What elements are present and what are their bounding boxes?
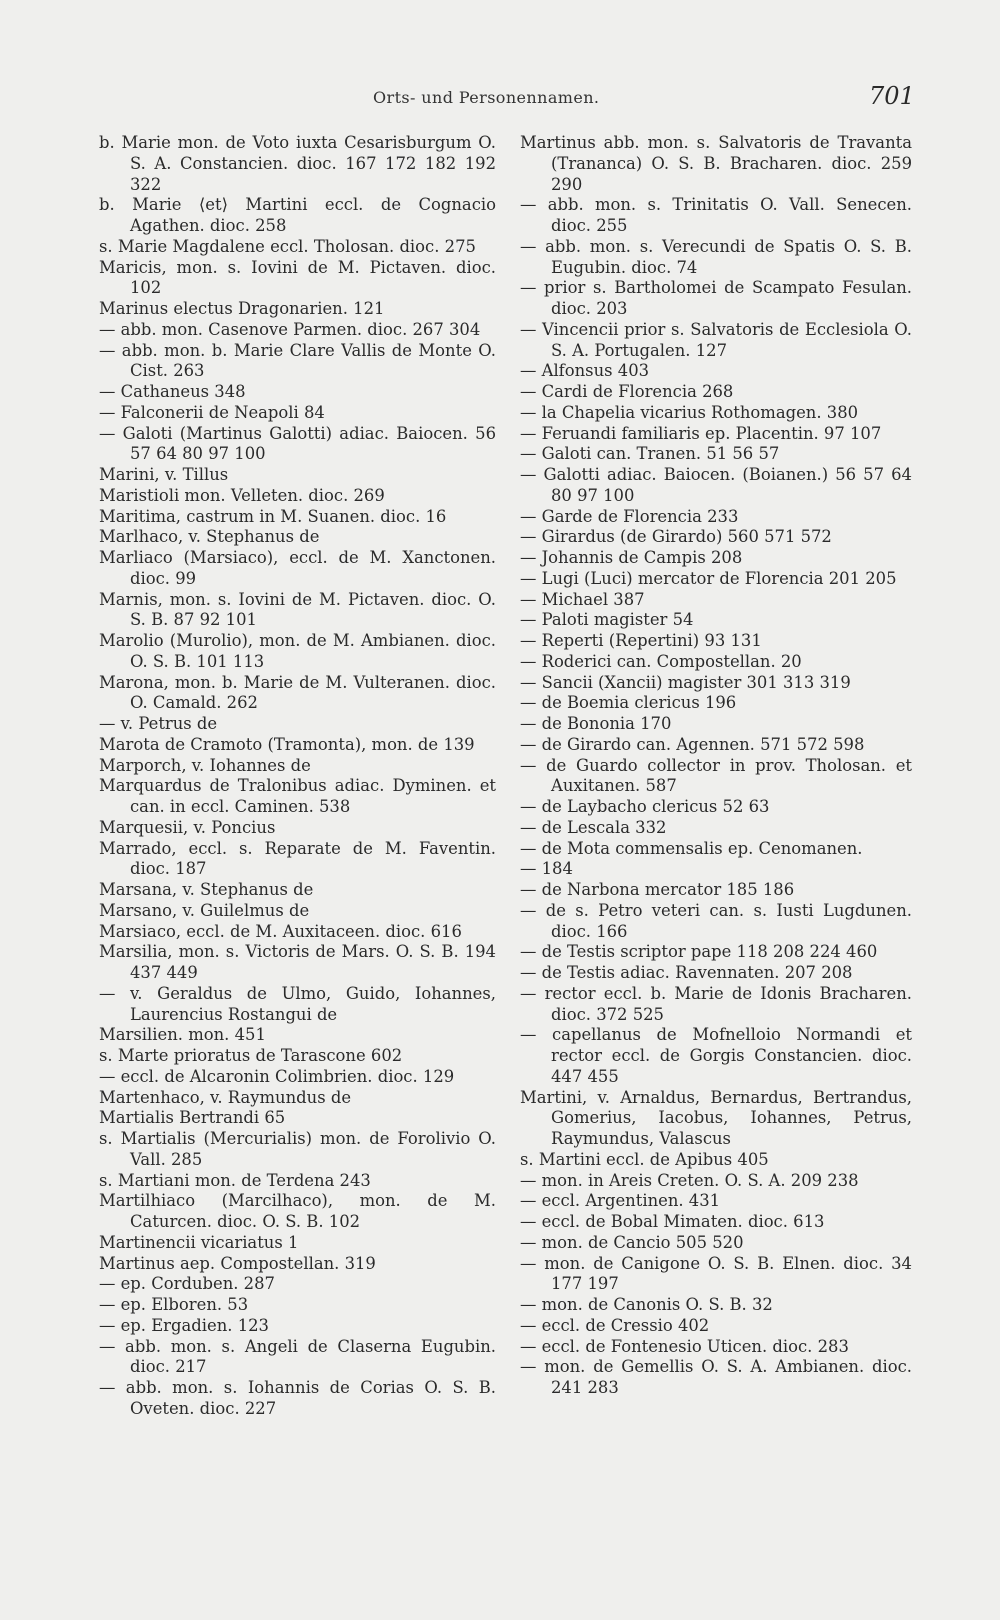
index-entry: — la Chapelia vicarius Rothomagen. 380: [520, 402, 859, 422]
index-entry: Martinencii vicariatus 1: [99, 1232, 299, 1252]
index-entry: — de Girardo can. Agennen. 571 572 598: [520, 734, 865, 754]
index-entry: Marsano, v. Guilelmus de: [99, 900, 310, 920]
index-entry: s. Martiani mon. de Terdena 243: [99, 1170, 371, 1190]
index-entry: — abb. mon. s. Iohannis de Corias O. S. B. Oveten. dioc. 227: [99, 1378, 496, 1418]
index-entry: — v. Petrus de: [99, 714, 218, 733]
index-entry: — ep. Ergadien. 123: [99, 1315, 269, 1335]
index-entry: — de Bononia 170: [520, 714, 672, 733]
index-entry: — abb. mon. b. Marie Clare Vallis de Monte O. Cist. 263: [99, 340, 496, 381]
index-entry: — de Narbona mercator 185 186: [520, 880, 795, 899]
index-entry: Martenhaco, v. Raymundus de: [99, 1087, 352, 1107]
index-entry: — de Laybacho clericus 52 63: [520, 797, 770, 816]
index-entry: — Cardi de Florencia 268: [520, 382, 734, 401]
index-entry: Marini, v. Tillus: [99, 465, 229, 484]
index-entry: — Alfonsus 403: [520, 361, 650, 381]
index-entry: s. Martialis (Mercurialis) mon. de Forolivio O. Vall. 285: [99, 1129, 496, 1169]
index-entry: — eccl. de Fontenesio Uticen. dioc. 283: [520, 1336, 849, 1356]
page-header: [0, 82, 1000, 114]
index-entry: — de Testis scriptor pape 118 208 224 460: [520, 942, 878, 962]
right-column: [520, 133, 912, 1399]
index-entry: — rector eccl. b. Marie de Idonis Bracharen. dioc. 372 525: [520, 983, 912, 1024]
index-entry: — 184: [520, 859, 573, 879]
index-entry: — capellanus de Mofnelloio Normandi et rector eccl. de Gorgis Constancien. dioc. 447 455: [520, 1025, 912, 1086]
index-entry: Marlhaco, v. Stephanus de: [99, 527, 320, 547]
index-entry: — Galotti adiac. Baiocen. (Boianen.) 56 57 64 80 97 100: [520, 465, 912, 505]
index-entry: — mon. de Canigone O. S. B. Elnen. dioc. 34 177 197: [520, 1253, 912, 1294]
index-entry: — Lugi (Luci) mercator de Florencia 201 205: [520, 568, 897, 588]
index-entry: b. Marie ⟨et⟩ Martini eccl. de Cognacio Agathen. dioc. 258: [99, 195, 496, 235]
index-entry: Marsilien. mon. 451: [99, 1025, 266, 1045]
index-entry: Martialis Bertrandi 65: [99, 1108, 286, 1128]
index-entry: — abb. mon. s. Trinitatis O. Vall. Senecen. dioc. 255: [520, 195, 912, 235]
index-entry: — Galoti (Martinus Galotti) adiac. Baiocen. 56 57 64 80 97 100: [99, 423, 496, 464]
index-entry: — Paloti magister 54: [520, 610, 694, 630]
index-entry: — de s. Petro veteri can. s. Iusti Lugdunen. dioc. 166: [520, 900, 912, 941]
index-entry: Martini, v. Arnaldus, Bernardus, Bertrandus, Gomerius, Iacobus, Iohannes, Petrus, Raymundus, Valascus: [520, 1087, 912, 1148]
index-entry: Marinus electus Dragonarien. 121: [99, 299, 385, 318]
index-entry: — mon. in Areis Creten. O. S. A. 209 238: [520, 1170, 859, 1190]
index-entry: Marnis, mon. s. Iovini de M. Pictaven. dioc. O. S. B. 87 92 101: [99, 589, 496, 630]
index-entry: Maritima, castrum in M. Suanen. dioc. 16: [99, 506, 447, 526]
index-entry: — Sancii (Xancii) magister 301 313 319: [520, 672, 851, 692]
index-entry: — Feruandi familiaris ep. Placentin. 97 107: [520, 423, 882, 443]
index-entry: — prior s. Bartholomei de Scampato Fesulan. dioc. 203: [520, 278, 912, 318]
index-entry: — de Guardo collector in prov. Tholosan. et Auxitanen. 587: [520, 755, 912, 796]
index-entry: Marsilia, mon. s. Victoris de Mars. O. S. B. 194 437 449: [99, 942, 496, 982]
index-entry: — Michael 387: [520, 589, 645, 609]
index-entry: Marsiaco, eccl. de M. Auxitaceen. dioc. 616: [99, 921, 462, 941]
index-entry: — abb. mon. s. Verecundi de Spatis O. S. B. Eugubin. dioc. 74: [520, 236, 912, 277]
index-entry: b. Marie mon. de Voto iuxta Cesarisburgum O. S. A. Constancien. dioc. 167 172 182 192 322: [99, 133, 496, 194]
index-entry: — eccl. de Cressio 402: [520, 1315, 710, 1335]
index-entry: Marona, mon. b. Marie de M. Vulteranen. dioc. O. Camald. 262: [99, 672, 496, 713]
page-number: 701: [869, 82, 915, 110]
index-entry: Marporch, v. Iohannes de: [99, 755, 311, 775]
index-entry: — mon. de Cancio 505 520: [520, 1232, 744, 1252]
index-entry: — de Boemia clericus 196: [520, 693, 737, 713]
index-entry: — abb. mon. s. Angeli de Claserna Eugubin. dioc. 217: [99, 1336, 496, 1377]
index-entry: — eccl. Argentinen. 431: [520, 1191, 721, 1211]
index-entry: s. Marte prioratus de Tarascone 602: [99, 1046, 403, 1065]
index-entry: Martinus aep. Compostellan. 319: [99, 1253, 376, 1273]
index-entry: — de Testis adiac. Ravennaten. 207 208: [520, 963, 853, 982]
index-entry: Martilhiaco (Marcilhaco), mon. de M. Caturcen. dioc. O. S. B. 102: [99, 1191, 496, 1231]
running-title: Orts- und Personennamen.: [373, 88, 600, 107]
index-entry: — Reperti (Repertini) 93 131: [520, 631, 762, 650]
index-entry: Martinus abb. mon. s. Salvatoris de Travanta (Trananca) O. S. B. Bracharen. dioc. 259 290: [520, 133, 912, 194]
index-entry: s. Marie Magdalene eccl. Tholosan. dioc. 275: [99, 236, 476, 256]
index-entry: Marolio (Murolio), mon. de M. Ambianen. dioc. O. S. B. 101 113: [99, 631, 496, 671]
index-entry: — ep. Elboren. 53: [99, 1295, 249, 1314]
index-entry: Marota de Cramoto (Tramonta), mon. de 139: [99, 734, 475, 754]
index-entry: — de Mota commensalis ep. Cenomanen.: [520, 838, 863, 858]
index-entry: Maristioli mon. Velleten. dioc. 269: [99, 485, 385, 505]
index-entry: — abb. mon. Casenove Parmen. dioc. 267 304: [99, 319, 481, 339]
index-entry: — Falconerii de Neapoli 84: [99, 402, 325, 422]
index-entry: — Cathaneus 348: [99, 382, 246, 401]
index-entry: Marquesii, v. Poncius: [99, 817, 276, 837]
index-entry: — v. Geraldus de Ulmo, Guido, Iohannes, Laurencius Rostangui de: [99, 983, 496, 1024]
index-entry: Marliaco (Marsiaco), eccl. de M. Xanctonen. dioc. 99: [99, 548, 496, 588]
index-entry: — de Lescala 332: [520, 817, 667, 837]
index-entry: Marrado, eccl. s. Reparate de M. Faventin. dioc. 187: [99, 838, 496, 879]
index-entry: — eccl. de Bobal Mimaten. dioc. 613: [520, 1212, 825, 1231]
left-column: [99, 133, 496, 1420]
index-entry: Marquardus de Tralonibus adiac. Dyminen. et can. in eccl. Caminen. 538: [99, 776, 496, 816]
index-entry: — ep. Corduben. 287: [99, 1274, 275, 1294]
index-entry: — mon. de Gemellis O. S. A. Ambianen. dioc. 241 283: [520, 1357, 912, 1397]
index-entry: s. Martini eccl. de Apibus 405: [520, 1149, 769, 1169]
index-entry: — Galoti can. Tranen. 51 56 57: [520, 444, 780, 464]
index-entry: — mon. de Canonis O. S. B. 32: [520, 1295, 773, 1314]
index-entry: — eccl. de Alcaronin Colimbrien. dioc. 129: [99, 1066, 455, 1086]
index-entry: — Johannis de Campis 208: [520, 548, 743, 567]
index-entry: — Roderici can. Compostellan. 20: [520, 651, 802, 671]
index-entry: Marsana, v. Stephanus de: [99, 880, 314, 899]
index-entry: — Garde de Florencia 233: [520, 506, 739, 526]
index-entry: Maricis, mon. s. Iovini de M. Pictaven. dioc. 102: [99, 257, 496, 298]
index-entry: — Vincencii prior s. Salvatoris de Ecclesiola O. S. A. Portugalen. 127: [520, 319, 912, 360]
index-entry: — Girardus (de Girardo) 560 571 572: [520, 527, 832, 547]
